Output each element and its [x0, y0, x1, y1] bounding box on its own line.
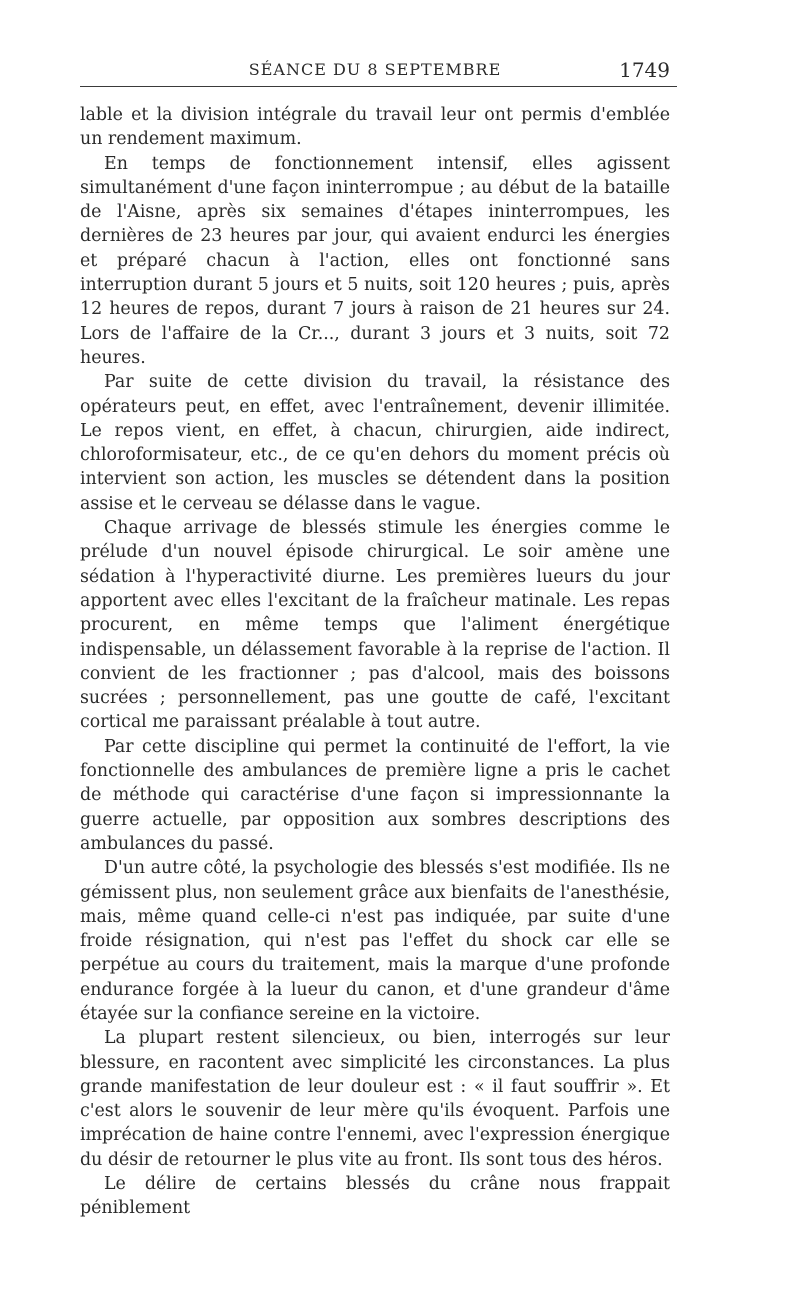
paragraph: En temps de fonctionnement intensif, elles agissent simultanément d'une façon ininterrompue ; au début de la bataille de l'Aisne, après six semaines d'étapes ininterrompues, les dernières de 23 heures par jour, qui avaient endurci les énergies et préparé chacun à l'action, elles ont fonctionné sans interruption durant 5 jours et 5 nuits, soit 120 heures ; puis, après 12 heures de repos, durant 7 jours à raison de 21 heures sur 24. Lors de l'affaire de la Cr..., durant 3 jours et 3 nuits, soit 72 heures. — [80, 153, 670, 368]
paragraph: D'un autre côté, la psychologie des blessés s'est modifiée. Ils ne gémissent plus, non seulement grâce aux bienfaits de l'anesthésie, mais, même quand celle-ci n'est pas indiquée, par suite d'une froide résignation, qui n'est pas l'effet du shock car elle se perpétue au cours du traitement, mais la marque d'une profonde endurance forgée à la lueur du canon, et d'une grandeur d'âme étayée sur la confiance sereine en la victoire. — [80, 858, 670, 1024]
paragraph: Par cette discipline qui permet la continuité de l'effort, la vie fonctionnelle des ambulances de première ligne a pris le cachet de méthode qui caractérise d'une façon si impressionnante la guerre actuelle, par opposition aux sombres descriptions des ambulances du passé. — [80, 736, 670, 854]
body-text — [80, 103, 670, 1221]
page-number: 1749 — [619, 58, 670, 82]
paragraph: La plupart restent silencieux, ou bien, interrogés sur leur blessure, en racontent avec simplicité les circonstances. La plus grande manifestation de leur douleur est : « il faut souffrir ». Et c'est alors le souvenir de leur mère qu'ils évoquent. Parfois une imprécation de haine contre l'ennemi, avec l'expression énergique du désir de retourner le plus vite au front. Ils sont tous des héros. — [80, 1028, 670, 1170]
paragraph-continued: lable et la division intégrale du travail leur ont permis d'emblée un rendement maximum. — [80, 105, 670, 150]
paragraph: Le délire de certains blessés du crâne nous frappait péniblement — [80, 1174, 670, 1219]
header-rule — [80, 86, 677, 87]
running-title: SÉANCE DU 8 SEPTEMBRE — [248, 60, 502, 79]
running-head — [80, 52, 670, 86]
paragraph: Chaque arrivage de blessés stimule les énergies comme le prélude d'un nouvel épisode chirurgical. Le soir amène une sédation à l'hyperactivité diurne. Les premières lueurs du jour apportent avec elles l'excitant de la fraîcheur matinale. Les repas procurent, en même temps que l'aliment énergétique indispensable, un délassement favorable à la reprise de l'action. Il convient de les fractionner ; pas d'alcool, mais des boissons sucrées ; personnellement, pas une goutte de café, l'excitant cortical me paraissant préalable à tout autre. — [80, 518, 670, 733]
book-page — [80, 52, 670, 1221]
paragraph: Par suite de cette division du travail, la résistance des opérateurs peut, en effet, avec l'entraînement, devenir illimitée. Le repos vient, en effet, à chacun, chirurgien, aide indirect, chloroformisateur, etc., de ce qu'en dehors du moment précis où intervient son action, les muscles se détendent dans la position assise et le cerveau se délasse dans le vague. — [80, 372, 670, 514]
